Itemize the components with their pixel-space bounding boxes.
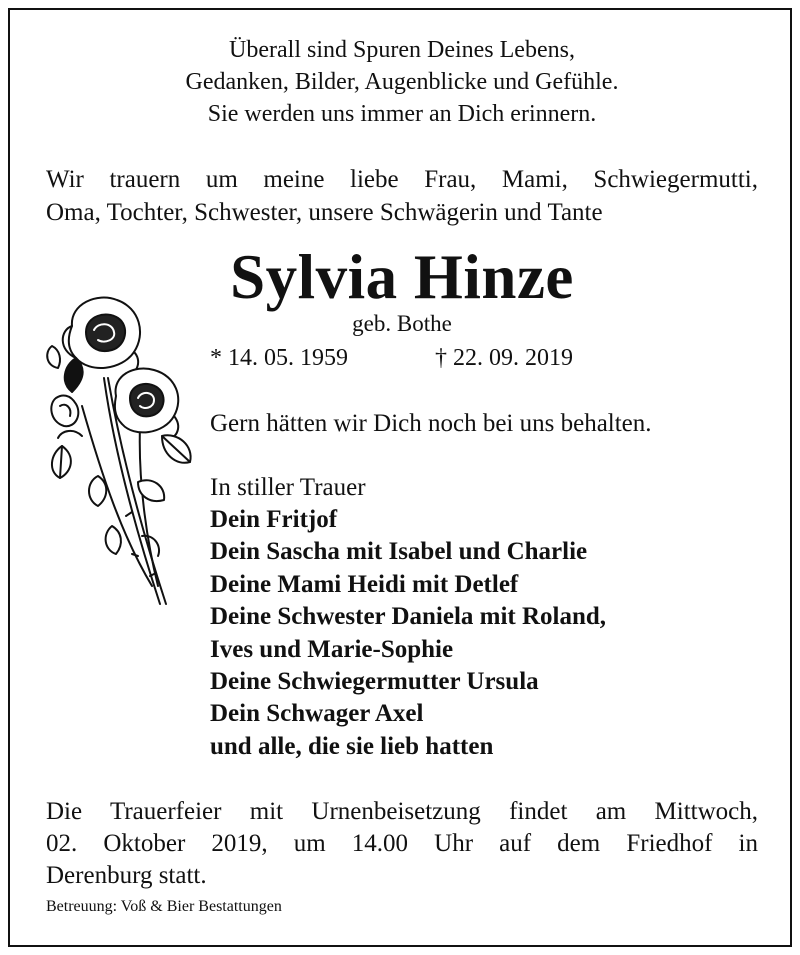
- funeral-service-info: [46, 796, 758, 892]
- intro-line: Wir trauern um meine liebe Frau, Mami, Schwiegermutti,: [46, 166, 758, 193]
- poem-line: Gedanken, Bilder, Augenblicke und Gefühle.: [185, 69, 619, 95]
- mourner-entry: Deine Mami Heidi mit Detlef: [210, 570, 519, 598]
- birth-name: geb. Bothe: [352, 311, 452, 336]
- birth-date: * 14. 05. 1959: [210, 345, 348, 371]
- service-line: Derenburg statt.: [46, 862, 207, 889]
- mourner-entry: Ives und Marie-Sophie: [210, 635, 454, 663]
- death-date: † 22. 09. 2019: [435, 345, 573, 371]
- mourning-intro: [46, 163, 758, 229]
- mourner-entry: Dein Schwager Axel: [210, 700, 424, 728]
- service-line: Die Trauerfeier mit Urnenbeisetzung findet am Mittwoch,: [46, 798, 758, 825]
- mourner-entry: Deine Schwiegermutter Ursula: [210, 668, 539, 696]
- intro-line: Oma, Tochter, Schwester, unsere Schwägerin und Tante: [46, 199, 603, 226]
- poem-line: Überall sind Spuren Deines Lebens,: [229, 37, 575, 63]
- quote-line: Gern hätten wir Dich noch bei uns behalten.: [210, 410, 652, 437]
- poem-line: Sie werden uns immer an Dich erinnern.: [207, 101, 597, 127]
- signoff-line: In stiller Trauer: [210, 474, 366, 501]
- mourner-entry: Deine Schwester Daniela mit Roland,: [210, 603, 607, 631]
- roses-icon: [42, 286, 202, 616]
- deceased-name: Sylvia Hinze: [230, 242, 574, 312]
- mourner-entry: Dein Sascha mit Isabel und Charlie: [210, 538, 588, 566]
- mourner-entry: und alle, die sie lieb hatten: [210, 732, 494, 760]
- mourners-list: [210, 504, 606, 763]
- mourner-entry: Dein Fritjof: [210, 506, 338, 533]
- service-line: 02. Oktober 2019, um 14.00 Uhr auf dem Friedhof in: [46, 830, 758, 857]
- obituary-notice: [8, 8, 792, 947]
- memorial-poem: [10, 34, 794, 130]
- funeral-home-credit: Betreuung: Voß & Bier Bestattungen: [46, 898, 282, 915]
